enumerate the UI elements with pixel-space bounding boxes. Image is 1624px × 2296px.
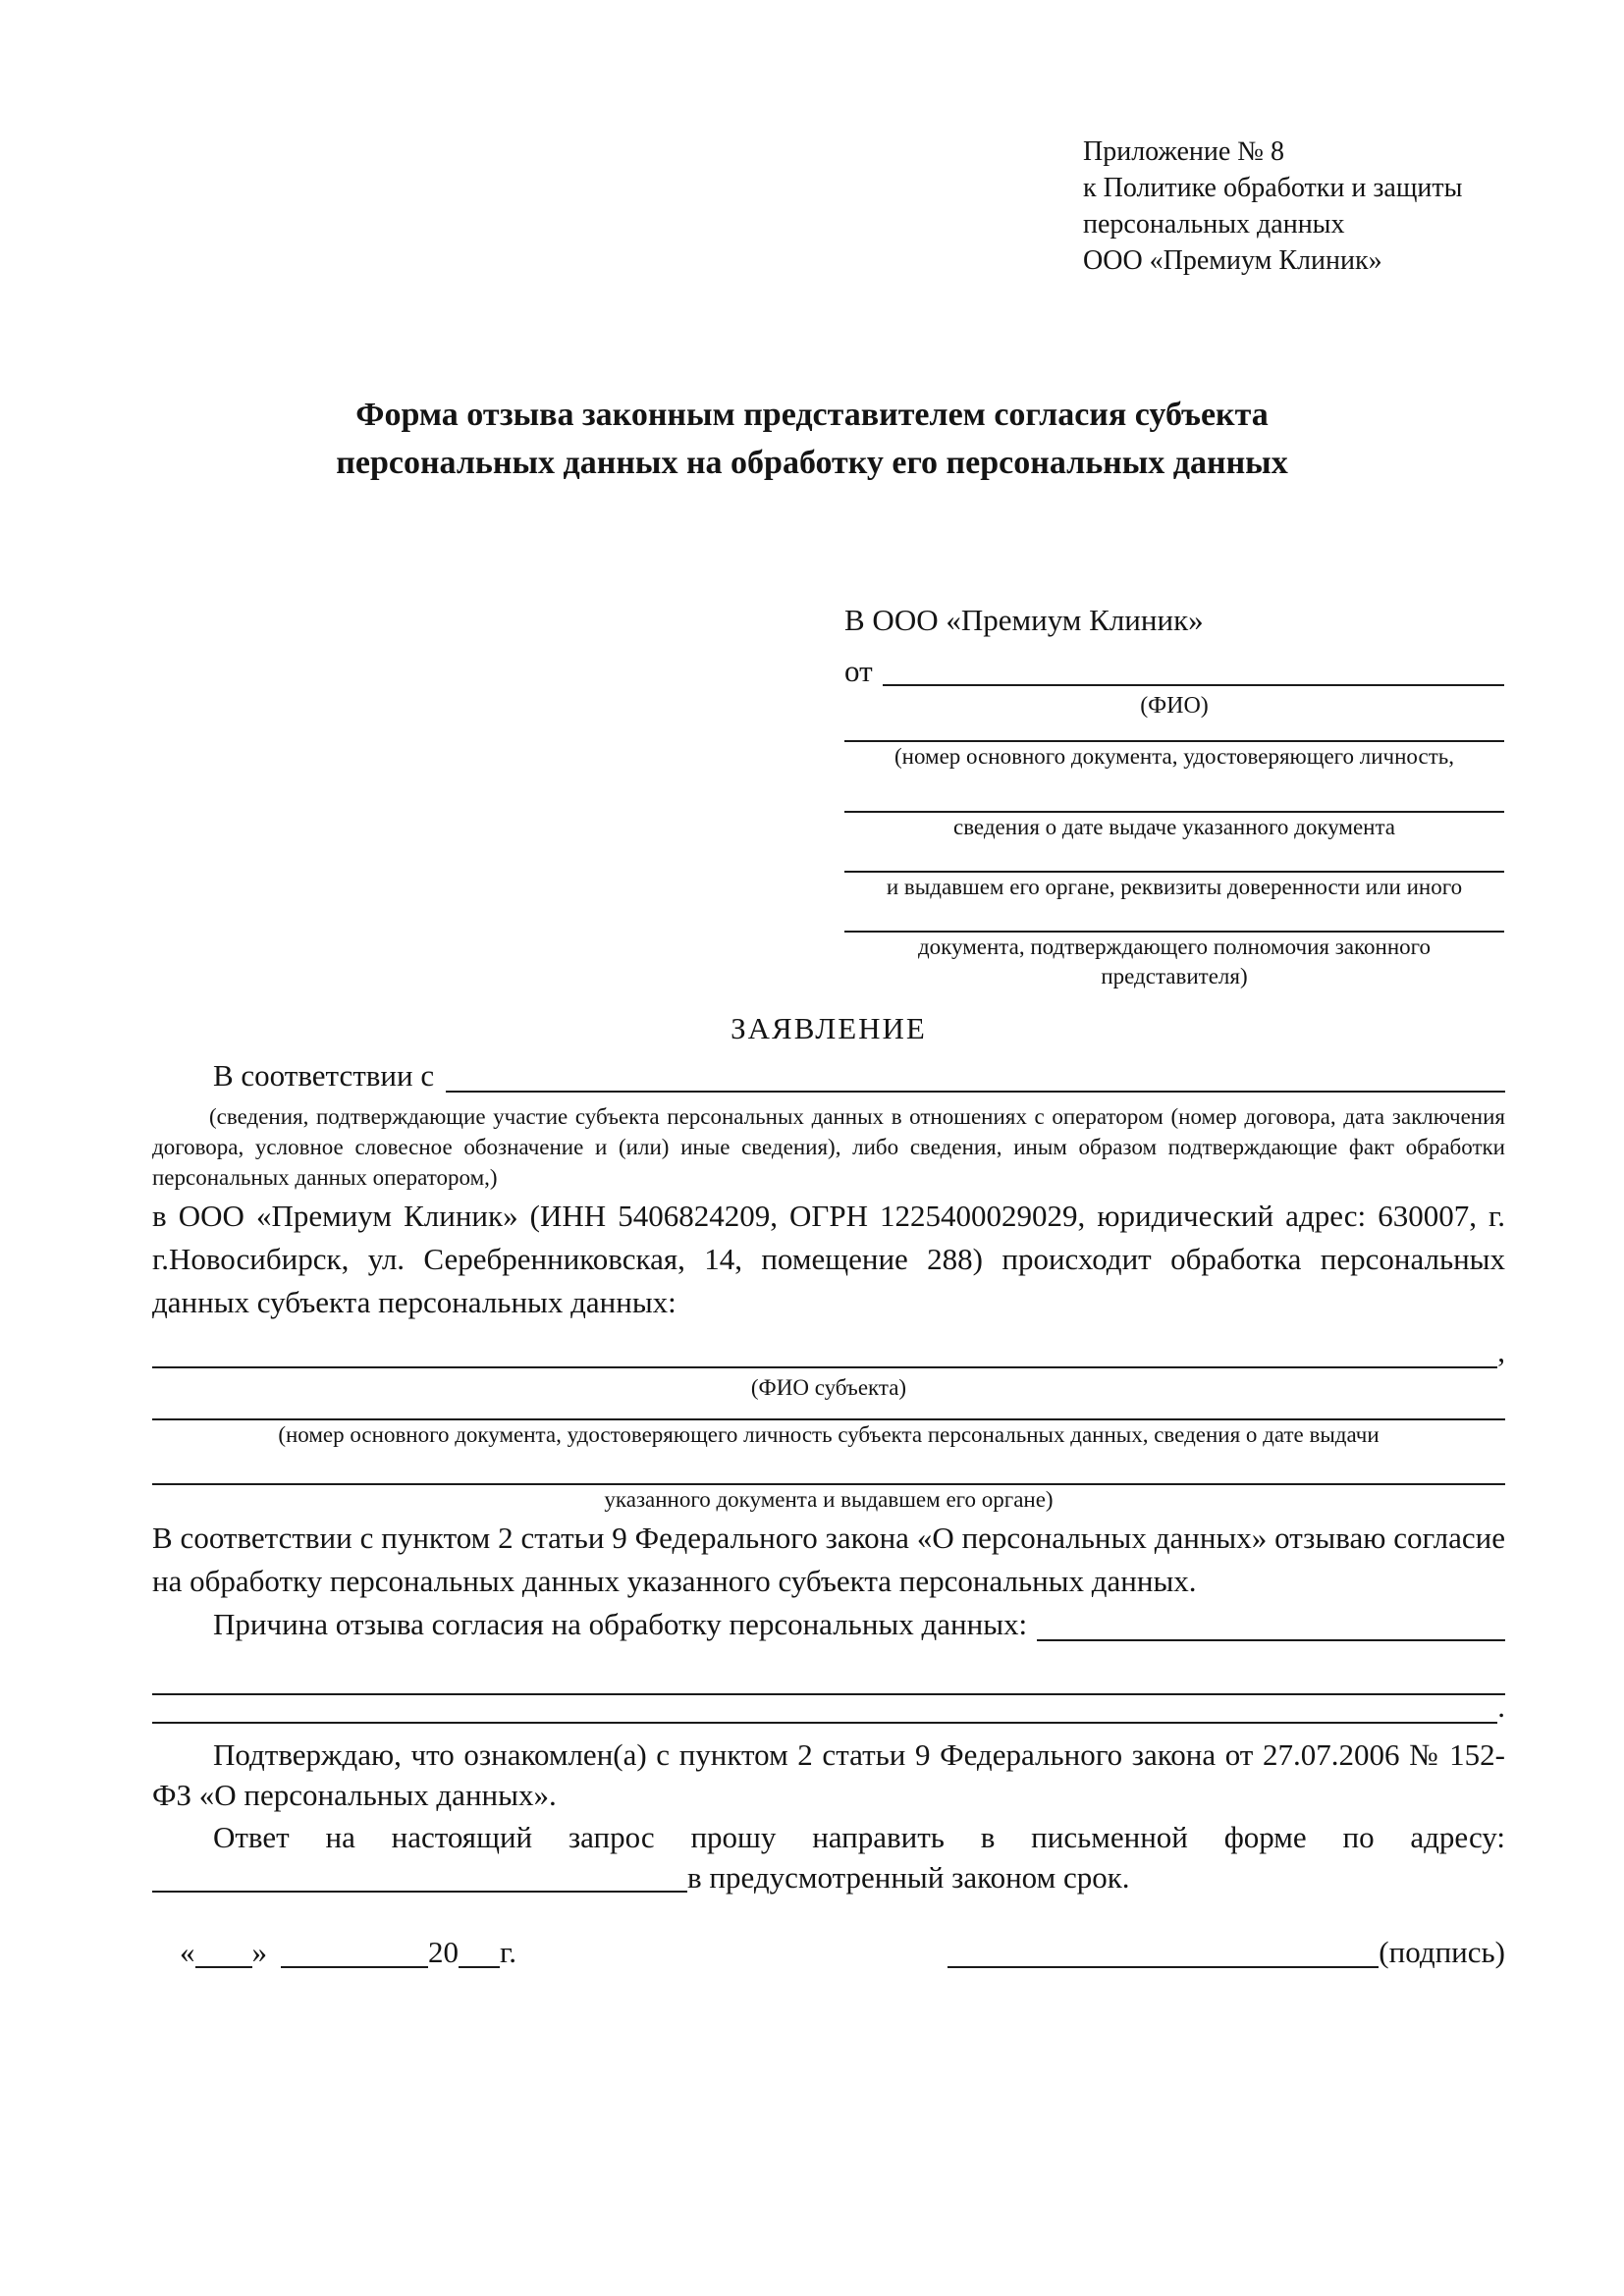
intro-label: В соответствии с [213,1058,435,1093]
reason-blank-row-3 [152,1689,1505,1729]
subject-fio-blank-line [152,1366,1497,1368]
reason-blank-line-3 [152,1722,1497,1724]
response-suffix: в предусмотренный законом срок. [687,1860,1130,1895]
subject-doc-caption-1: (номер основного документа, удостоверяющего личность субъекта персональных данных, сведения о дате выдачи [278,1422,1380,1447]
subject-doc-caption-2: указанного документа и выдавшем его органе) [604,1487,1054,1512]
document-title [0,391,1624,487]
day-close-quote: » [251,1935,267,1969]
statement-heading: ЗАЯВЛЕНИЕ [731,1011,927,1045]
statement-body [152,1009,1505,1897]
rep-doc-caption-1: (номер основного документа, удостоверяющего личность, [893,744,1454,769]
year-prefix: 20 [428,1935,459,1969]
address-blank-line [152,1891,687,1893]
subject-doc-blank-line-2 [152,1450,1505,1485]
rep-doc-caption-3: и выдавшем его органе, реквизиты доверенности или иного [886,875,1463,899]
withdrawal-paragraph: В соответствии с пунктом 2 статьи 9 Федерального закона «О персональных данных» отзываю согласие на обработку персональных данных указанного субъекта персональных данных. [152,1521,1505,1598]
subject-fio-row [152,1334,1505,1373]
appendix-line: персональных данных [1083,209,1345,240]
from-label: от [844,654,873,688]
title-line-1: Форма отзыва законным представителем согласия субъекта [355,397,1269,433]
confirm-paragraph: Подтверждаю, что ознакомлен(а) с пунктом 2 статьи 9 Федерального закона от 27.07.2006 № 152-ФЗ «О персональных данных». [152,1737,1505,1812]
representative-fio-blank-line [883,684,1504,686]
signature-blank-line [947,1966,1379,1968]
recipient-block [844,601,1504,991]
from-row [844,652,1504,691]
day-blank-line [195,1966,252,1968]
day-open-quote: « [180,1935,195,1969]
response-paragraph: Ответ на настоящий запрос прошу направить в письменной форме по адресу: [213,1820,1505,1854]
month-blank-line [281,1966,428,1968]
reason-blank-line-2 [152,1646,1505,1695]
reason-row [152,1603,1505,1646]
rep-doc-caption-2: сведения о дате выдаче указанного документа [952,815,1396,839]
rep-doc-blank-line-1 [844,721,1504,742]
subject-fio-caption: (ФИО субъекта) [750,1375,907,1400]
rep-doc-blank-line-4 [844,902,1504,933]
appendix-line: к Политике обработки и защиты [1083,173,1463,203]
date-group [180,1932,516,1973]
signature-caption: (подпись) [1379,1935,1505,1969]
comma-suffix: , [1497,1334,1505,1368]
appendix-block [1083,133,1462,279]
year-suffix: г. [500,1935,516,1969]
intro-blank-line [446,1091,1505,1093]
intro-caption: (сведения, подтверждающие участие субъекта персональных данных в отношениях с оператором (номер договора, дата заключения договора, условное словесное обозначение и (или) иные сведения), либо сведения, иным образом подтверждающие факт обработки персональных данных оператором,) [152,1104,1505,1190]
signature-row [152,1932,1505,1973]
response-address-row [152,1857,1505,1897]
fio-caption: (ФИО) [1140,693,1209,719]
period-suffix: . [1497,1689,1505,1724]
reason-label: Причина отзыва согласия на обработку персональных данных: [213,1607,1028,1641]
title-line-2: персональных данных на обработку его персональных данных [336,445,1288,481]
appendix-line: Приложение № 8 [1083,136,1284,167]
subject-doc-blank-line-1 [152,1403,1505,1420]
rep-doc-caption-4: документа, подтверждающего полномочия законного представителя) [917,934,1431,988]
signature-group [947,1932,1505,1973]
year-blank-line [459,1966,500,1968]
rep-doc-blank-line-3 [844,842,1504,873]
addressee-line: В ООО «Премиум Клиник» [844,603,1204,637]
rep-doc-blank-line-2 [844,772,1504,813]
appendix-line: ООО «Премиум Клиник» [1083,245,1382,276]
intro-row [152,1054,1505,1097]
reason-blank-line [1037,1639,1505,1641]
operator-paragraph: в ООО «Премиум Клиник» (ИНН 5406824209, ОГРН 1225400029029, юридический адрес: 630007, г. г.Новосибирск, ул. Серебренниковская, 14, помещение 288) происходит обработка персональных данных субъекта персональных данных: [152,1199,1505,1319]
